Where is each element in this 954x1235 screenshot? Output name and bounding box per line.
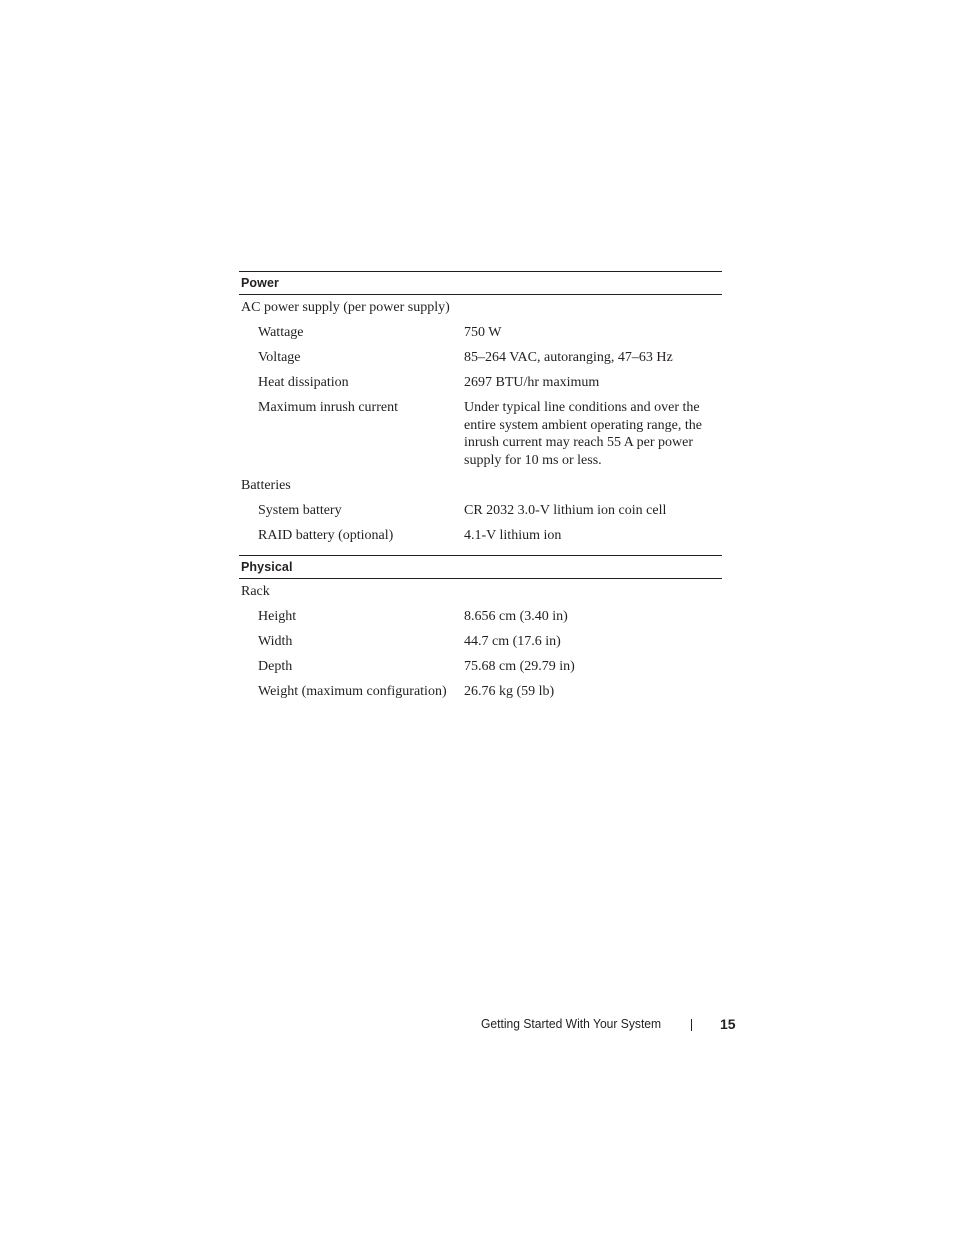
spec-row-system-battery: [239, 498, 722, 523]
spec-value: 75.68 cm (29.79 in): [464, 659, 575, 674]
spec-row-maximum-inrush-current: [239, 395, 722, 473]
spec-value: 2697 BTU/hr maximum: [464, 375, 600, 390]
spec-label: Height: [258, 609, 297, 624]
spec-label: RAID battery (optional): [258, 528, 394, 543]
footer-divider: [691, 1019, 692, 1031]
spec-label: Voltage: [258, 350, 301, 365]
spec-row-voltage: [239, 345, 722, 370]
spec-label: Depth: [258, 659, 293, 674]
spec-row-weight: [239, 679, 722, 704]
spec-value: Under typical line conditions and over the entire system ambient operating range, the inrush current may reach 55 A per power supply for 10 ms or less.: [464, 400, 702, 468]
rack-group-label: Rack: [241, 584, 270, 599]
spec-value: 26.76 kg (59 lb): [464, 684, 555, 699]
page-number: 15: [720, 1016, 736, 1032]
spec-value: 44.7 cm (17.6 in): [464, 634, 561, 649]
batteries-group-label: Batteries: [241, 478, 291, 493]
spec-row-depth: [239, 654, 722, 679]
spec-row-heat-dissipation: [239, 370, 722, 395]
spec-value: CR 2032 3.0-V lithium ion coin cell: [464, 503, 667, 518]
spec-row-wattage: [239, 320, 722, 345]
physical-section-header: Physical: [239, 555, 722, 579]
power-section-header: Power: [239, 271, 722, 295]
spec-label: Weight (maximum configuration): [258, 684, 447, 699]
page-footer: [480, 1014, 736, 1034]
spec-label: Heat dissipation: [258, 375, 349, 390]
spec-value: 8.656 cm (3.40 in): [464, 609, 568, 624]
spec-label: Wattage: [258, 325, 304, 340]
ac-power-supply-group-label: AC power supply (per power supply): [241, 300, 450, 315]
physical-spec-table: [239, 555, 722, 704]
spec-row-width: [239, 629, 722, 654]
footer-document-title: Getting Started With Your System: [481, 1016, 662, 1031]
spec-row-raid-battery: [239, 523, 722, 548]
power-spec-table: [239, 271, 722, 548]
spec-value: 4.1-V lithium ion: [464, 528, 562, 543]
spec-label: Maximum inrush current: [258, 400, 398, 415]
spec-value: 750 W: [464, 325, 502, 340]
spec-value: 85–264 VAC, autoranging, 47–63 Hz: [464, 350, 673, 365]
spec-label: Width: [258, 634, 293, 649]
spec-row-height: [239, 604, 722, 629]
spec-label: System battery: [258, 503, 342, 518]
